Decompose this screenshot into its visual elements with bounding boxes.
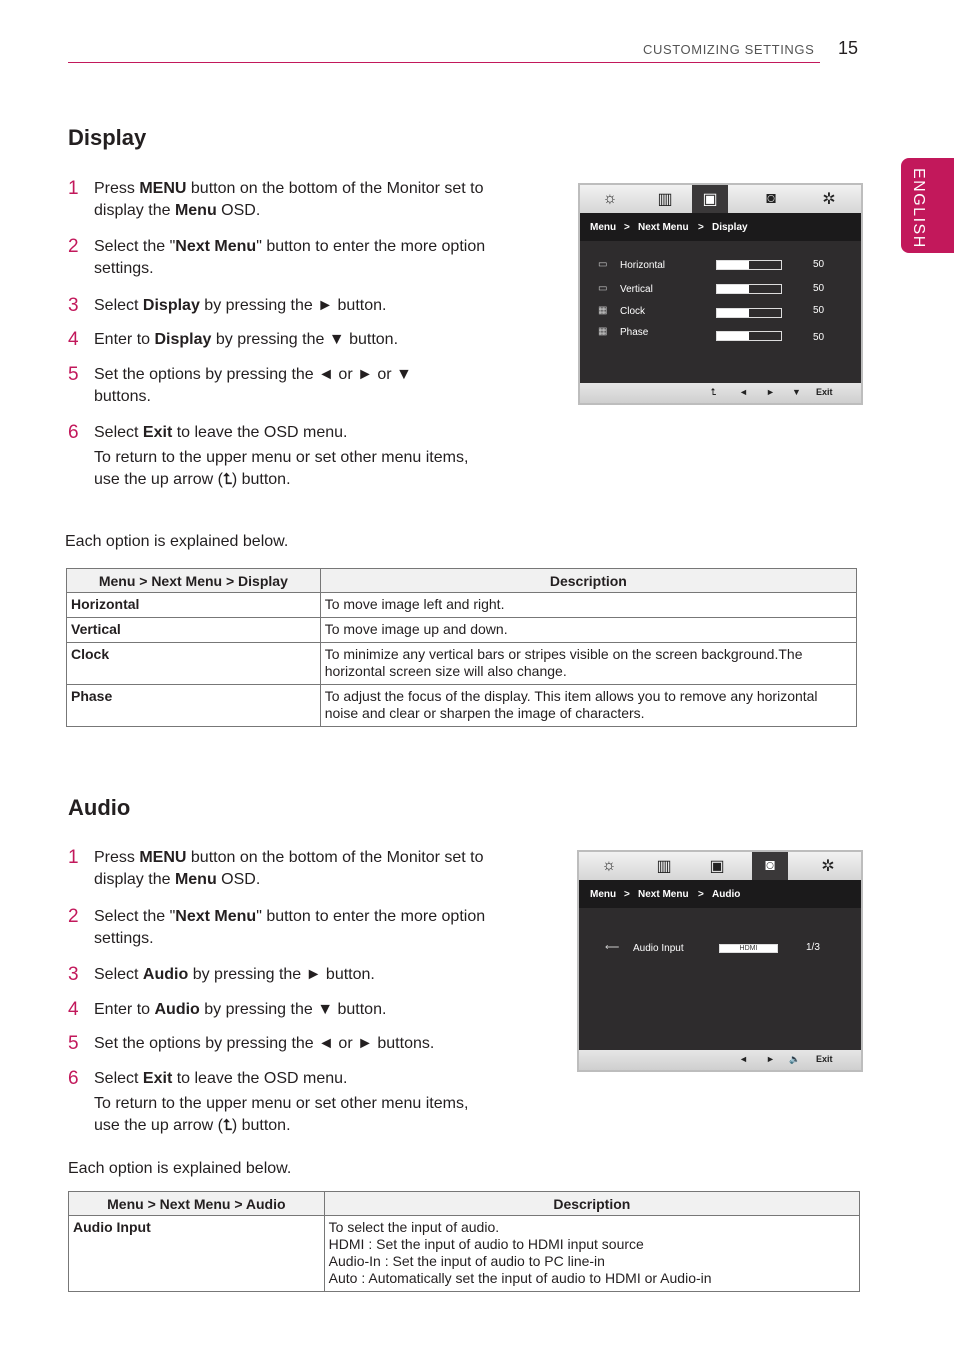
- display-intro: Each option is explained below.: [65, 533, 289, 550]
- osd-row-phase: ▦ Phase 50: [598, 326, 825, 343]
- audio-step-4: 4 Enter to Audio by pressing the ▼ button.: [68, 999, 387, 1020]
- brightness-icon: ☼: [602, 190, 618, 207]
- clock-icon: ▦: [598, 305, 608, 316]
- settings-icon: ✲: [822, 191, 836, 208]
- table-row: Clock To minimize any vertical bars or stripes visible on the screen background.The horizontal screen size will also change.: [67, 643, 857, 685]
- header-divider: [68, 62, 820, 63]
- phase-icon: ▦: [598, 326, 608, 337]
- settings-icon: ✲: [821, 858, 835, 875]
- picture-icon: ▥: [656, 858, 672, 875]
- display-icon: ▣: [692, 185, 728, 213]
- vertical-level-bar: [716, 284, 782, 294]
- clock-level-bar: [716, 308, 782, 318]
- exit-label: Exit: [816, 1054, 833, 1064]
- osd-icon-bar: [580, 185, 861, 213]
- left-arrow-icon: ◄: [739, 1054, 748, 1064]
- audio-input-value-box: HDMI: [719, 944, 778, 953]
- left-arrow-icon: ◄: [739, 387, 748, 397]
- display-step-6: 6 Select Exit to leave the OSD menu.: [68, 422, 348, 443]
- audio-osd-screenshot: [577, 850, 863, 1072]
- display-step-4: 4 Enter to Display by pressing the ▼ button.: [68, 329, 399, 350]
- audio-step-6: 6 Select Exit to leave the OSD menu.: [68, 1068, 348, 1089]
- phase-level-bar: [716, 331, 782, 341]
- osd-icon-bar: [579, 852, 861, 880]
- osd-row-horizontal: ▭ Horizontal 50: [598, 259, 825, 271]
- osd-row-audio-input: ⟵ Audio Input HDMI 1/3: [605, 942, 820, 954]
- osd-footer: [580, 383, 861, 403]
- audio-step-5: 5 Set the options by pressing the ◄ or ► buttons.: [68, 1033, 435, 1054]
- audio-input-icon: ⟵: [605, 942, 620, 953]
- vertical-icon: ▭: [598, 283, 608, 294]
- up-arrow-icon: ⮤: [222, 471, 232, 488]
- section-title: CUSTOMIZING SETTINGS: [643, 42, 815, 57]
- audio-icon: ◙: [766, 190, 776, 207]
- display-osd-screenshot: [578, 183, 863, 405]
- down-arrow-icon: ▼: [792, 387, 801, 397]
- exit-label: Exit: [816, 387, 833, 397]
- audio-up-arrow-note: To return to the upper menu or set other menu items, use the up arrow (⮤) button.: [94, 1093, 494, 1137]
- right-arrow-icon: ►: [766, 387, 775, 397]
- display-icon: ▣: [709, 858, 725, 875]
- table-header-row: Menu > Next Menu > Display Description: [67, 569, 857, 593]
- table-row: Phase To adjust the focus of the display. This item allows you to remove any horizontal noise and clear or sharpen the image of characters.: [67, 685, 857, 727]
- display-step-1: 1 Press MENU button on the bottom of the Monitor set to display the Menu OSD.: [68, 178, 484, 219]
- audio-icon: ◙: [752, 852, 788, 880]
- up-arrow-icon: ⮤: [222, 1117, 232, 1134]
- speaker-icon: 🔈: [789, 1054, 801, 1064]
- display-options-table: [66, 568, 857, 727]
- audio-step-1: 1 Press MENU button on the bottom of the Monitor set to display the Menu OSD.: [68, 847, 484, 888]
- table-row: Vertical To move image up and down.: [67, 618, 857, 643]
- language-tab-label: ENGLISH: [910, 168, 927, 249]
- audio-step-3: 3 Select Audio by pressing the ► button.: [68, 964, 375, 985]
- up-arrow-icon: ⮤: [711, 387, 717, 397]
- horizontal-icon: ▭: [598, 259, 608, 270]
- display-step-5: 5 Set the options by pressing the ◄ or ► or ▼ buttons.: [68, 364, 412, 405]
- display-step-2: 2 Select the "Next Menu" button to enter the more option settings.: [68, 236, 486, 277]
- language-tab: [901, 158, 954, 253]
- page-number: 15: [838, 38, 859, 58]
- table-header-row: Menu > Next Menu > Audio Description: [69, 1192, 860, 1216]
- audio-options-table: [68, 1191, 860, 1292]
- display-up-arrow-note: To return to the upper menu or set other menu items, use the up arrow (⮤) button.: [94, 447, 494, 491]
- osd-row-clock: ▦ Clock 50: [598, 305, 825, 317]
- display-heading: Display: [68, 125, 147, 150]
- right-arrow-icon: ►: [766, 1054, 775, 1064]
- horizontal-level-bar: [716, 260, 782, 270]
- osd-breadcrumb: Menu > Next Menu > Audio: [579, 880, 861, 908]
- audio-intro: Each option is explained below.: [68, 1160, 292, 1177]
- display-step-3: 3 Select Display by pressing the ► button.: [68, 295, 387, 316]
- table-row: Horizontal To move image left and right.: [67, 593, 857, 618]
- audio-heading: Audio: [68, 795, 131, 820]
- osd-row-vertical: ▭ Vertical 50: [598, 283, 825, 295]
- brightness-icon: ☼: [601, 857, 617, 874]
- osd-breadcrumb: Menu > Next Menu > Display: [580, 213, 861, 241]
- audio-step-2: 2 Select the "Next Menu" button to enter the more option settings.: [68, 906, 486, 947]
- osd-footer: [579, 1050, 861, 1070]
- picture-icon: ▥: [657, 191, 673, 208]
- table-row: Audio Input To select the input of audio. HDMI : Set the input of audio to HDMI input source Audio-In : Set the input of audio to PC line-in Auto : Automatically set the input of audio to HDMI or Audio-in: [69, 1216, 860, 1292]
